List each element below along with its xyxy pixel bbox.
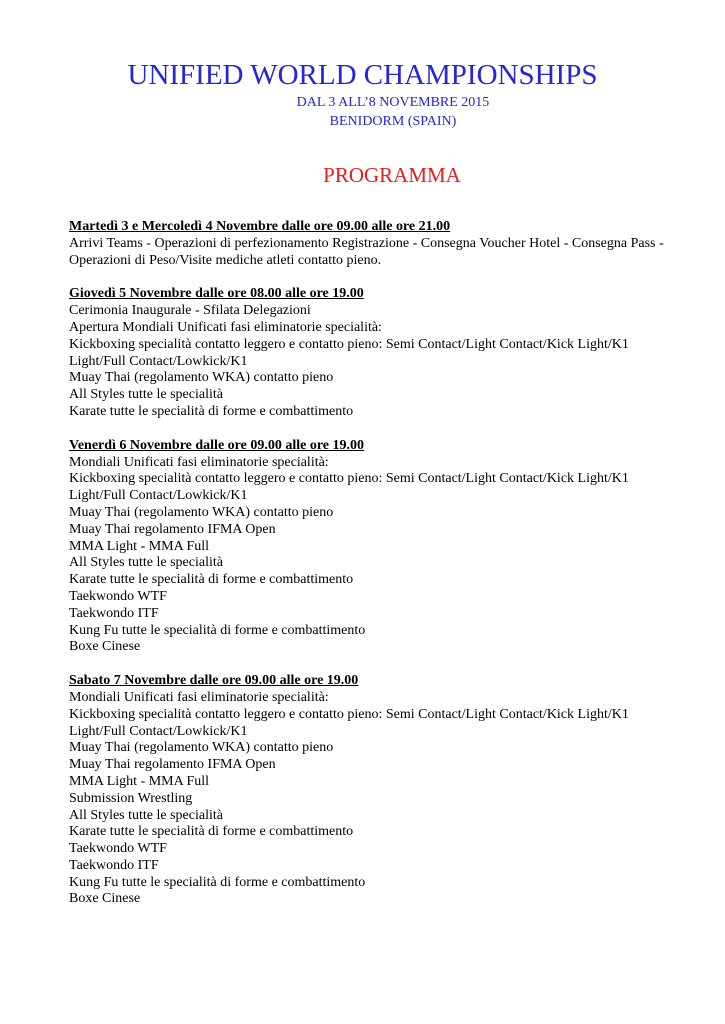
day-heading: Giovedì 5 Novembre dalle ore 08.00 alle ore 19.00 [69, 286, 364, 302]
schedule-line: Muay Thai (regolamento WKA) contatto pieno [69, 370, 334, 386]
day-section-saturday [69, 673, 689, 908]
day-section-friday [69, 438, 689, 656]
schedule-line: Kung Fu tutte le specialità di forme e combattimento [69, 874, 366, 890]
schedule-line: Muay Thai regolamento IFMA Open [69, 757, 276, 773]
schedule-line: Mondiali Unificati fasi eliminatorie specialità: [69, 454, 329, 470]
schedule-line: Mondiali Unificati fasi eliminatorie specialità: [69, 689, 329, 705]
schedule-line: Karate tutte le specialità di forme e combattimento [69, 572, 354, 588]
schedule-line: Karate tutte le specialità di forme e combattimento [69, 824, 354, 840]
schedule-line: MMA Light - MMA Full [69, 538, 210, 554]
schedule-line: Boxe Cinese [69, 891, 141, 907]
day-section-tuesday-wednesday [69, 219, 689, 269]
programme-body [69, 219, 689, 925]
day-heading: Sabato 7 Novembre dalle ore 09.00 alle ore 19.00 [69, 673, 359, 689]
schedule-line: MMA Light - MMA Full [69, 773, 210, 789]
event-dates: DAL 3 ALL’8 NOVEMBRE 2015 [296, 95, 490, 110]
schedule-line: Submission Wrestling [69, 790, 193, 806]
schedule-line: Boxe Cinese [69, 639, 141, 655]
schedule-line: Muay Thai (regolamento WKA) contatto pieno [69, 504, 334, 520]
schedule-line: Cerimonia Inaugurale - Sfilata Delegazioni [69, 303, 311, 319]
schedule-line: All Styles tutte le specialità [69, 807, 223, 823]
schedule-line: Taekwondo ITF [69, 605, 159, 621]
schedule-line: Taekwondo WTF [69, 588, 167, 604]
programma-heading: PROGRAMMA [323, 163, 461, 187]
schedule-line: All Styles tutte le specialità [69, 555, 223, 571]
schedule-line: Kung Fu tutte le specialità di forme e combattimento [69, 622, 366, 638]
document-title: UNIFIED WORLD CHAMPIONSHIPS [127, 59, 598, 91]
schedule-line: Muay Thai regolamento IFMA Open [69, 521, 276, 537]
schedule-line: Apertura Mondiali Unificati fasi eliminatorie specialità: [69, 319, 382, 335]
schedule-line: All Styles tutte le specialità [69, 387, 223, 403]
schedule-line: Kickboxing specialità contatto leggero e contatto pieno: Semi Contact/Light Contact/Kick Light/K1 Light/Full Contact/Lowkick/K1 [69, 336, 629, 369]
schedule-line: Muay Thai (regolamento WKA) contatto pieno [69, 740, 334, 756]
schedule-line: Taekwondo ITF [69, 857, 159, 873]
day-heading: Venerdì 6 Novembre dalle ore 09.00 alle ore 19.00 [69, 437, 364, 453]
day-heading: Martedì 3 e Mercoledì 4 Novembre dalle ore 09.00 alle ore 21.00 [69, 219, 451, 234]
schedule-line: Karate tutte le specialità di forme e combattimento [69, 403, 354, 419]
day-section-thursday [69, 286, 689, 420]
schedule-line: Kickboxing specialità contatto leggero e contatto pieno: Semi Contact/Light Contact/Kick Light/K1 Light/Full Contact/Lowkick/K1 [69, 706, 629, 739]
schedule-line: Kickboxing specialità contatto leggero e contatto pieno: Semi Contact/Light Contact/Kick Light/K1 Light/Full Contact/Lowkick/K1 [69, 471, 629, 504]
event-location: BENIDORM (SPAIN) [329, 114, 457, 129]
schedule-line: Taekwondo WTF [69, 841, 167, 857]
schedule-line: Arrivi Teams - Operazioni di perfezionamento Registrazione - Consegna Voucher Hotel - Consegna Pass - Operazioni di Peso/Visite mediche atleti contatto pieno. [69, 235, 664, 268]
